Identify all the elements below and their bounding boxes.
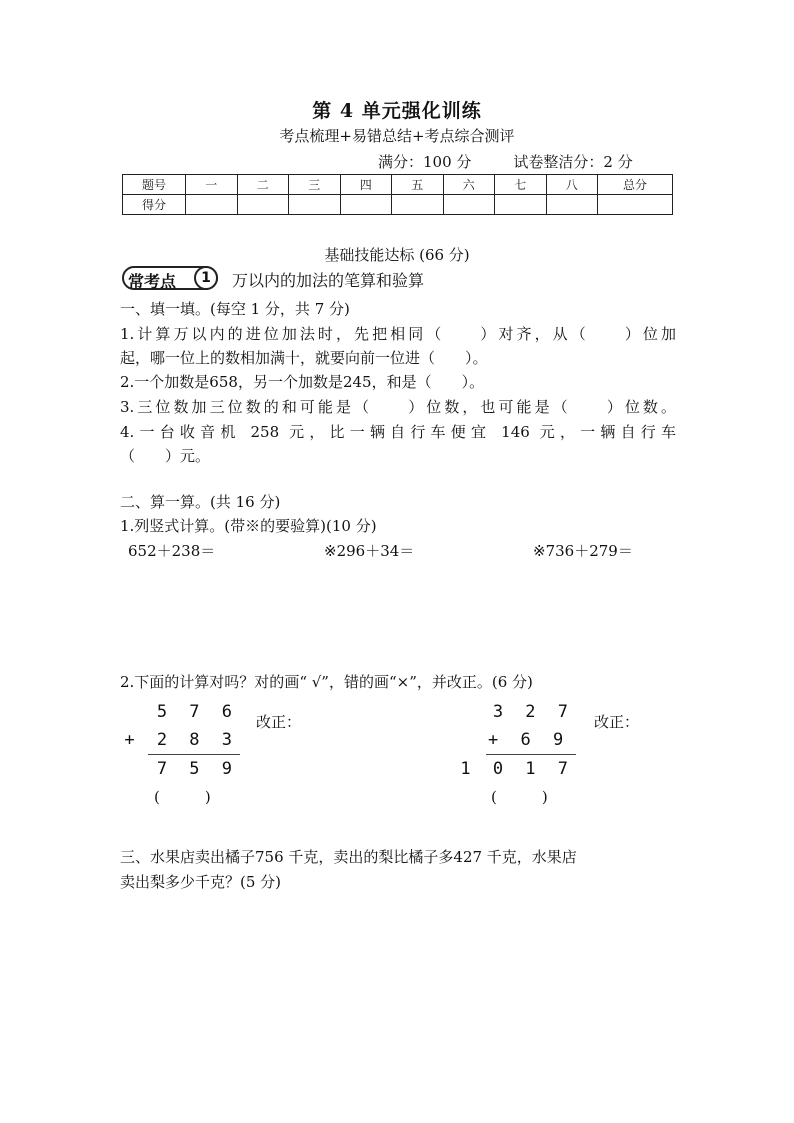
score-table-header: 题号: [123, 175, 186, 195]
score-table-header: 四: [340, 175, 392, 195]
calc-a-addend1: 5 7 6: [156, 702, 238, 722]
part1-q4-line1: 4.一台收音机 258 元，比一辆自行车便宜 146 元，一辆自行车: [120, 423, 676, 441]
score-cell[interactable]: [598, 195, 673, 215]
score-cell[interactable]: [237, 195, 289, 215]
part2-q1-heading: 1.列竖式计算。(带※的要验算)(10 分): [120, 517, 377, 535]
full-score: 满分：100 分: [378, 153, 472, 171]
score-table-header: 六: [443, 175, 495, 195]
keypoint-number: 1: [194, 266, 218, 290]
keypoint-title: 万以内的加法的笔算和验算: [232, 271, 425, 290]
score-table-header-row: [123, 175, 673, 195]
score-table-header: 七: [495, 175, 547, 195]
part2-heading: 二、算一算。(共 16 分): [120, 493, 281, 511]
answer-paren-b[interactable]: ( ): [491, 788, 548, 806]
part3-line2: 卖出梨多少千克？(5 分): [120, 873, 282, 891]
score-table: [122, 174, 673, 215]
score-table-header: 八: [546, 175, 598, 195]
part1-heading: 一、填一填。(每空 1 分，共 7 分): [120, 300, 350, 318]
part1-q2: 2.一个加数是658，另一个加数是245，和是（ ）。: [120, 373, 485, 391]
expression-2: ※296＋34＝: [324, 542, 415, 560]
score-cell[interactable]: [392, 195, 444, 215]
part2-q2-heading: 2.下面的计算对吗？对的画“ √”，错的画“×”，并改正。(6 分): [120, 673, 533, 691]
calc-b-addend1: 3 2 7: [492, 702, 574, 722]
score-table-header: 三: [289, 175, 341, 195]
calc-b-rule: [486, 754, 576, 755]
score-cell[interactable]: [186, 195, 238, 215]
score-row-label: 得分: [123, 195, 186, 215]
neatness-score: 试卷整洁分：2 分: [513, 153, 633, 171]
score-table-score-row: [123, 195, 673, 215]
correction-label-a: 改正：: [256, 713, 302, 731]
score-table-header: 五: [392, 175, 444, 195]
answer-paren-a[interactable]: ( ): [154, 788, 211, 806]
page-title: 第 4 单元强化训练: [312, 100, 482, 122]
part1-q1-line2: 起，哪一位上的数相加满十，就要向前一位进（ ）。: [120, 349, 488, 367]
score-cell[interactable]: [443, 195, 495, 215]
part1-q3: 3.三位数加三位数的和可能是（ ）位数，也可能是（ ）位数。: [120, 398, 676, 416]
keypoint-label: 常考点: [128, 272, 177, 291]
section-heading: 基础技能达标 (66 分): [324, 246, 470, 264]
calc-a-addend2: + 2 8 3: [124, 730, 238, 750]
part3-line1: 三、水果店卖出橘子756 千克，卖出的梨比橘子多427 千克，水果店: [120, 848, 577, 866]
score-cell[interactable]: [289, 195, 341, 215]
score-cell[interactable]: [340, 195, 392, 215]
calc-b-addend2: + 6 9: [488, 730, 570, 750]
calc-b-result: 1 0 1 7: [460, 759, 574, 779]
correction-label-b: 改正：: [594, 713, 640, 731]
score-info: [378, 151, 633, 172]
score-table-header: 一: [186, 175, 238, 195]
calc-a-result: 7 5 9: [156, 759, 238, 779]
score-table-header: 二: [237, 175, 289, 195]
score-table-header: 总分: [598, 175, 673, 195]
keypoint-badge: [122, 266, 218, 290]
part1-q1-line1: 1.计算万以内的进位加法时，先把相同（ ）对齐，从（ ）位加: [120, 325, 676, 343]
part1-q4-line2: （ ）元。: [120, 447, 211, 465]
score-cell[interactable]: [546, 195, 598, 215]
expression-3: ※736＋279＝: [533, 542, 633, 560]
expression-1: 652＋238＝: [128, 542, 216, 560]
score-cell[interactable]: [495, 195, 547, 215]
calc-a-rule: [148, 754, 240, 755]
page-subtitle: 考点梳理+易错总结+考点综合测评: [279, 127, 515, 145]
